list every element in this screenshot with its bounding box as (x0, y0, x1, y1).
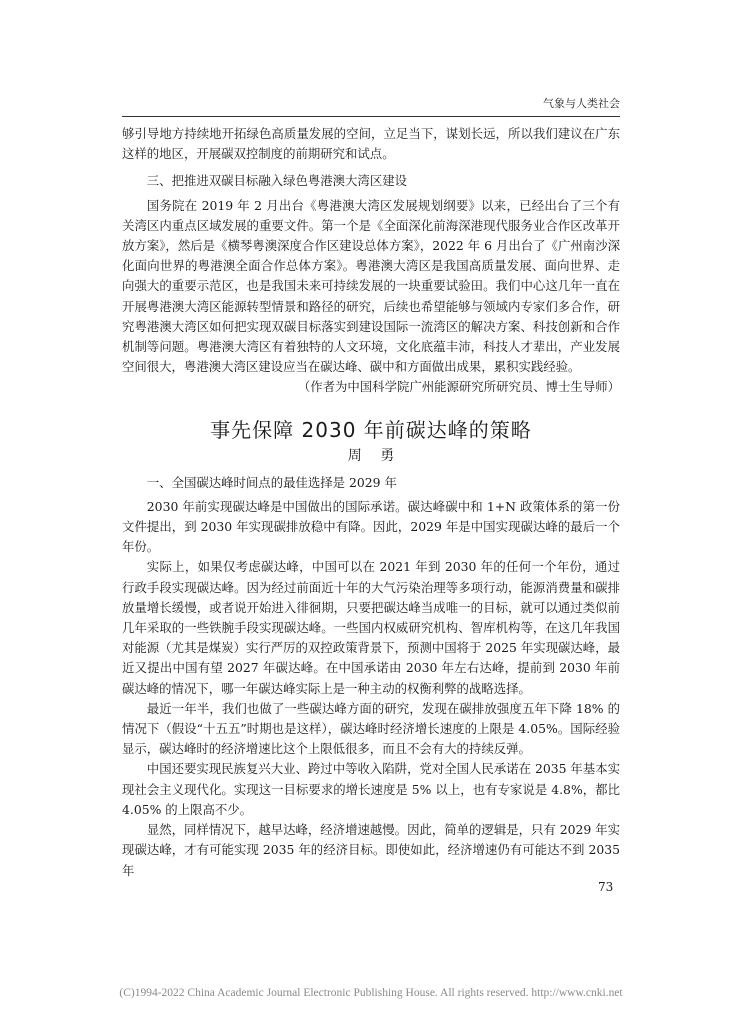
header-divider (122, 116, 620, 117)
author-affiliation: （作者为中国科学院广州能源研究所研究员、博士生导师） (297, 379, 620, 395)
paragraph-1: 2030 年前实现碳达峰是中国做出的国际承诺。碳达峰碳中和 1+N 政策体系的第一份文件提出，到 2030 年实现碳排放稳中有降。因此，2029 年是中国实现碳达峰的最后一个年份。 (122, 498, 620, 555)
copyright-footer: (C)1994-2022 China Academic Journal Electronic Publishing House. All rights reserved. http://www.cnki.net (119, 987, 623, 999)
article-author: 周 勇 (347, 447, 395, 464)
paragraph-5: 显然，同样情况下，越早达峰，经济增速越慢。因此，简单的逻辑是，只有 2029 年实现碳达峰，才有可能实现 2035 年的经济目标。即使如此，经济增速仍有可能达不到 2035 年 (122, 822, 620, 878)
section-heading-1: 一、全国碳达峰时间点的最佳选择是 2029 年 (146, 474, 397, 490)
section-heading-3: 三、把推进双碳目标融入绿色粤港澳大湾区建设 (146, 173, 407, 189)
article-title: 事先保障 2030 年前碳达峰的策略 (210, 417, 532, 442)
page-number: 73 (598, 880, 614, 894)
paragraph-greater-bay-area: 国务院在 2019 年 2 月出台《粤港澳大湾区发展规划纲要》以来，已经出台了三个有关湾区内重点区域发展的重要文件。第一个是《全面深化前海深港现代服务业合作区改革开放方案》，然后是《横琴粤澳深度合作区建设总体方案》，2022 年 6 月出台了《广州南沙深化面向世界的粤港澳全面合作总体方案》。粤港澳大湾区是我国高质量发展、面向世界、走向强大的重要示范区，也是我国未来可持续发展的一块重要试验田。我们中心这几年一直在开展粤港澳大湾区能源转型情景和路径的研究，后续也希望能够与领域内专家们多合作，研究粤港澳大湾区如何把实现双碳目标落实到建设国际一流湾区的解决方案、科技创新和合作机制等问题。粤港澳大湾区有着独特的人文环境，文化底蕴丰沛，科技人才辈出，产业发展空间很大，粤港澳大湾区建设应当在碳达峰、碳中和方面做出成果，累积实践经验。 (122, 197, 620, 375)
paragraph-3: 最近一年半，我们也做了一些碳达峰方面的研究，发现在碳排放强度五年下降 18% 的情况下（假设“十五五”时期也是这样），碳达峰时经济增长速度的上限是 4.05%。国际经验显示，碳达峰时的经济增速比这个上限低很多，而且不会有大的持续反弹。 (122, 700, 620, 757)
paragraph-2: 实际上，如果仅考虑碳达峰，中国可以在 2021 年到 2030 年的任何一个年份，通过行政手段实现碳达峰。因为经过前面近十年的大气污染治理等多项行动，能源消费量和碳排放量增长缓慢，或者说开始进入徘徊期，只要把碳达峰当成唯一的目标，就可以通过类似前几年采取的一些铁腕手段实现碳达峰。一些国内权威研究机构、智库机构等，在这几年我国对能源（尤其是煤炭）实行严厉的双控政策背景下，预测中国将于 2025 年实现碳达峰，最近又提出中国有望 2027 年碳达峰。在中国承诺由 2030 年左右达峰，提前到 2030 年前碳达峰的情况下，哪一年碳达峰实际上是一种主动的权衡利弊的战略选择。 (122, 559, 620, 696)
page-body (122, 124, 620, 881)
running-header: 气象与人类社会 (543, 97, 620, 110)
paragraph-4: 中国还要实现民族复兴大业、跨过中等收入陷阱，党对全国人民承诺在 2035 年基本实现社会主义现代化。实现这一目标要求的增长速度是 5% 以上，也有专家说是 4.8%，都比 4.05% 的上限高不少。 (122, 761, 620, 817)
paragraph-continued: 够引导地方持续地开拓绿色高质量发展的空间，立足当下，谋划长远，所以我们建议在广东这样的地区，开展碳双控制度的前期研究和试点。 (122, 126, 620, 162)
